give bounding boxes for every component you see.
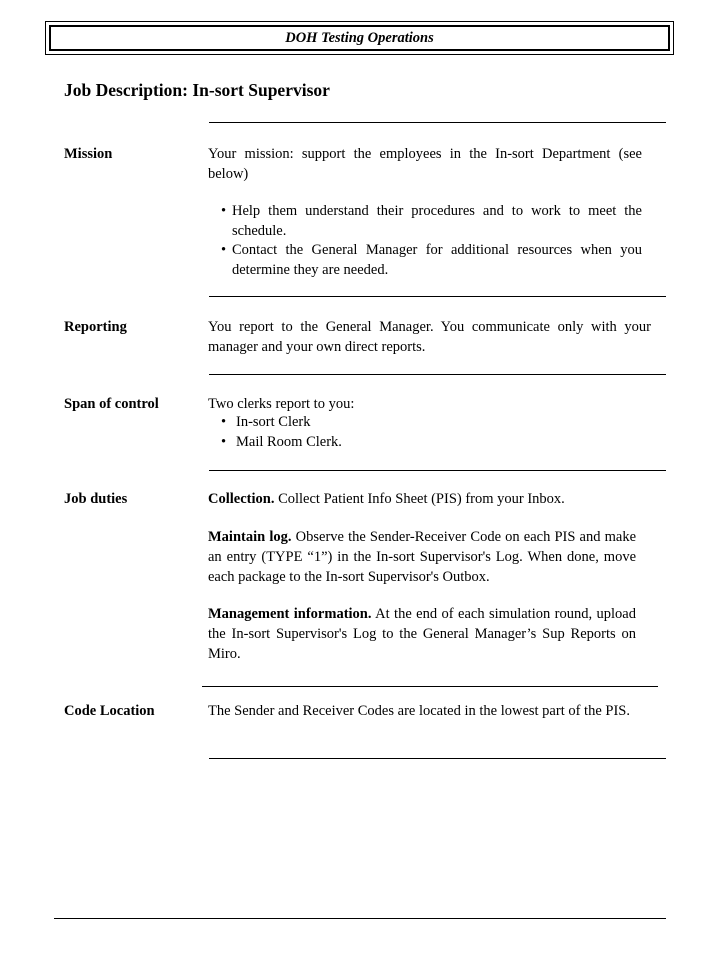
reporting-label: Reporting xyxy=(64,319,127,335)
duty-text: At the end of each simulation round, upload the In-sort Supervisor's Log to the General Manager’s Sup Reports on Miro. xyxy=(208,606,636,662)
duty-text: Collect Patient Info Sheet (PIS) from your Inbox. xyxy=(278,491,565,507)
reporting-text: You report to the General Manager. You communicate only with your manager and your own direct reports. xyxy=(208,319,651,355)
span-bullet-text: In-sort Clerk xyxy=(236,414,311,430)
bullet-icon: • xyxy=(221,203,227,219)
duty-management-info xyxy=(208,604,636,664)
footer-rule xyxy=(54,918,666,919)
divider xyxy=(202,686,658,687)
mission-bullet-text: Contact the General Manager for additional resources when you determine they are needed. xyxy=(232,242,642,278)
divider xyxy=(209,470,666,471)
list-item xyxy=(221,433,536,453)
code-label: Code Location xyxy=(64,703,155,719)
code-text: The Sender and Receiver Codes are located in the lowest part of the PIS. xyxy=(208,703,630,719)
divider xyxy=(209,758,666,759)
list-item xyxy=(221,202,642,241)
mission-label: Mission xyxy=(64,146,113,162)
divider xyxy=(209,374,666,375)
divider xyxy=(209,296,666,297)
mission-text: Your mission: support the employees in the In-sort Department (see below) xyxy=(208,146,642,182)
duty-heading: Management information. xyxy=(208,606,372,622)
mission-bullets xyxy=(221,202,642,280)
list-item xyxy=(221,241,642,280)
span-text: Two clerks report to you: xyxy=(208,396,355,412)
header-frame xyxy=(45,21,674,55)
divider xyxy=(209,122,666,123)
mission-bullet-text: Help them understand their procedures and to work to meet the schedule. xyxy=(232,203,642,239)
span-bullets xyxy=(221,413,536,452)
bullet-icon: • xyxy=(221,242,227,258)
page-title: Job Description: In-sort Supervisor xyxy=(64,80,330,100)
bullet-icon: • xyxy=(221,433,227,450)
duty-heading: Collection. xyxy=(208,491,275,507)
span-label: Span of control xyxy=(64,396,159,412)
duty-text: Observe the Sender-Receiver Code on each PIS and make an entry (TYPE “1”) in the In-sort Supervisor's Log. When done, move each package to the In-sort Supervisor's Outbox. xyxy=(208,529,637,585)
duty-heading: Maintain log. xyxy=(208,529,292,545)
duty-collection xyxy=(208,489,642,509)
list-item xyxy=(221,413,536,433)
bullet-icon: • xyxy=(221,414,227,430)
duty-maintain-log xyxy=(208,527,636,587)
span-bullet-text: Mail Room Clerk. xyxy=(236,433,342,450)
duties-label: Job duties xyxy=(64,491,128,507)
header-title: DOH Testing Operations xyxy=(49,25,670,51)
